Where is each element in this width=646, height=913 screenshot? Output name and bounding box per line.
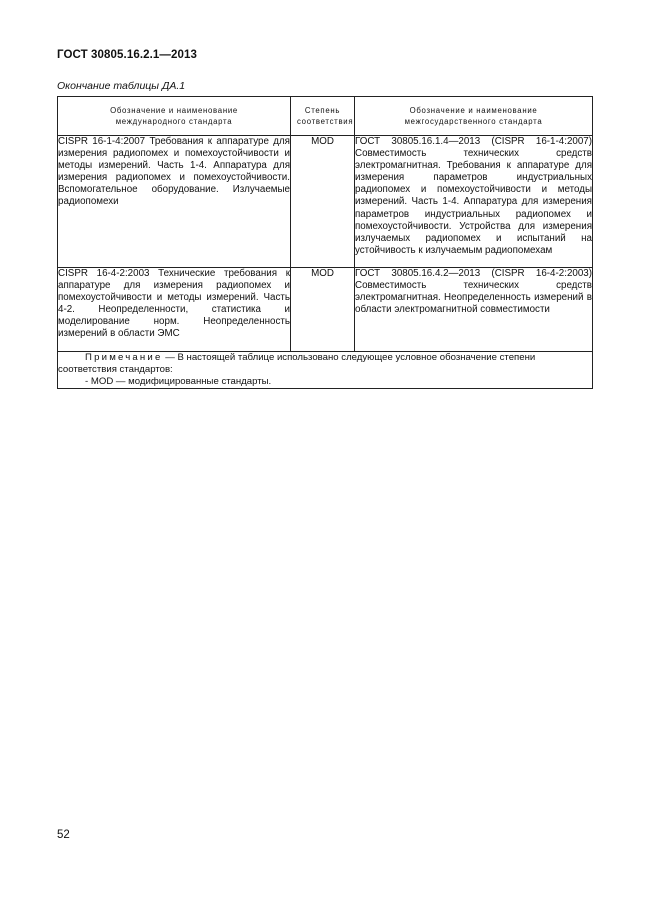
- interstate-standard-cell: ГОСТ 30805.16.1.4—2013 (CISPR 16-1-4:2007) Совместимость технических средств электромагнитная. Требования к аппаратуре для измерения параметров индустриальных радиопомех и помехоустойчивости и методы измерений. Часть 1-4. Аппаратура для измерения параметров индустриальных радиопомех и помехоустойчивости. Устройства для измерения излучаемых радиопомех и испытаний на устойчивость к излучаемым радиопомехам: [355, 136, 593, 268]
- header-degree: Степень соответствия: [291, 97, 355, 136]
- page-number: 52: [57, 829, 70, 841]
- table-header-row: [58, 97, 593, 136]
- table-row: [58, 136, 593, 268]
- note-title: Примечание: [85, 352, 163, 363]
- note-cell: [58, 352, 593, 389]
- header-international: Обозначение и наименование международного стандарта: [58, 97, 291, 136]
- interstate-standard-cell: ГОСТ 30805.16.4.2—2013 (CISPR 16-4-2:2003) Совместимость технических средств электромагнитная. Неопределенность измерений в области электромагнитной совместимости: [355, 268, 593, 352]
- table-caption: Окончание таблицы ДА.1: [57, 80, 186, 92]
- note-item: - MOD — модифицированные стандарты.: [85, 376, 272, 387]
- table-row: [58, 268, 593, 352]
- correspondence-table: [57, 96, 593, 389]
- document-id: ГОСТ 30805.16.2.1—2013: [57, 49, 197, 61]
- international-standard-cell: CISPR 16-4-2:2003 Технические требования к аппаратуре для измерения радиопомех и помехоустойчивости и методы измерений. Часть 4-2. Неопределенности, статистика и моделирование норм. Неопределенность измерений в области ЭМС: [58, 268, 291, 352]
- degree-cell: MOD: [291, 136, 355, 268]
- international-standard-cell: CISPR 16-1-4:2007 Требования к аппаратуре для измерения радиопомех и помехоустойчивости и методы измерений. Часть 1-4. Аппаратура для измерения радиопомех и помехоустойчивости. Вспомогательное оборудование. Излучаемые радиопомехи: [58, 136, 291, 268]
- note-text: — В настоящей таблице использовано следующее условное обозначение степени соответствия стандартов:: [58, 352, 536, 375]
- degree-cell: MOD: [291, 268, 355, 352]
- note-row: [58, 352, 593, 389]
- header-interstate: Обозначение и наименование межгосударственного стандарта: [355, 97, 593, 136]
